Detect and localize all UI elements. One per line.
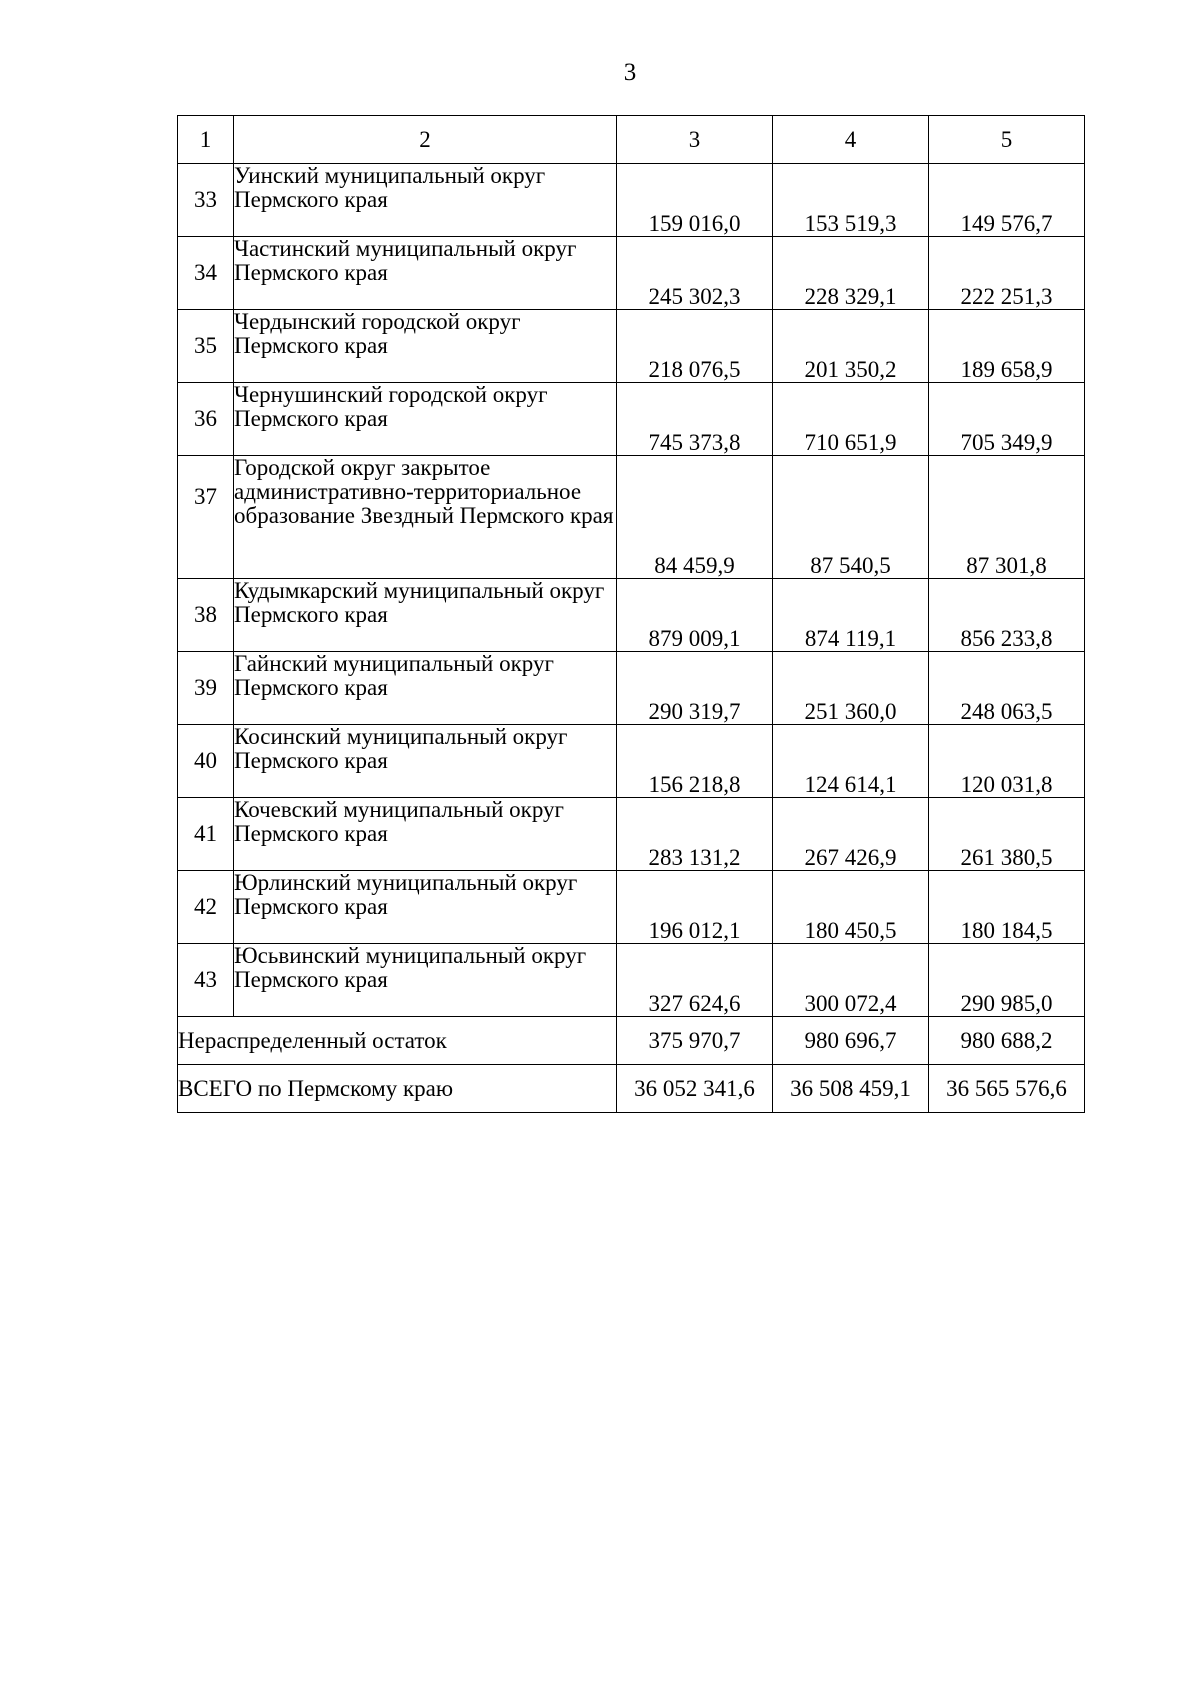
table-row	[178, 237, 1085, 310]
row-number: 37	[178, 456, 234, 579]
value-col-5: 149 576,7	[929, 164, 1085, 237]
value-col-3: 327 624,6	[617, 944, 773, 1017]
value-col-4: 228 329,1	[773, 237, 929, 310]
row-number: 43	[178, 944, 234, 1017]
row-number: 41	[178, 798, 234, 871]
column-header: 3	[617, 116, 773, 164]
table-row	[178, 944, 1085, 1017]
value-col-3: 745 373,8	[617, 383, 773, 456]
value-col-5: 87 301,8	[929, 456, 1085, 579]
value-col-4: 874 119,1	[773, 579, 929, 652]
table-row	[178, 164, 1085, 237]
municipality-name: Гайнский муниципальный округ Пермского края	[234, 652, 617, 725]
summary-value-col-4: 980 696,7	[773, 1017, 929, 1065]
table-row	[178, 383, 1085, 456]
unallocated-row	[178, 1017, 1085, 1065]
value-col-3: 196 012,1	[617, 871, 773, 944]
value-col-5: 705 349,9	[929, 383, 1085, 456]
summary-label: ВСЕГО по Пермскому краю	[178, 1065, 617, 1113]
value-col-5: 222 251,3	[929, 237, 1085, 310]
municipality-name: Юсьвинский муниципальный округ Пермского края	[234, 944, 617, 1017]
summary-value-col-3: 375 970,7	[617, 1017, 773, 1065]
value-col-4: 153 519,3	[773, 164, 929, 237]
summary-value-col-5: 980 688,2	[929, 1017, 1085, 1065]
table-row	[178, 725, 1085, 798]
table-row	[178, 652, 1085, 725]
value-col-4: 710 651,9	[773, 383, 929, 456]
value-col-4: 251 360,0	[773, 652, 929, 725]
table-row	[178, 456, 1085, 579]
row-number: 42	[178, 871, 234, 944]
row-number: 34	[178, 237, 234, 310]
column-header: 5	[929, 116, 1085, 164]
total-row	[178, 1065, 1085, 1113]
row-number: 39	[178, 652, 234, 725]
value-col-5: 248 063,5	[929, 652, 1085, 725]
value-col-5: 856 233,8	[929, 579, 1085, 652]
municipality-name: Уинский муниципальный округ Пермского края	[234, 164, 617, 237]
value-col-4: 180 450,5	[773, 871, 929, 944]
municipality-name: Косинский муниципальный округ Пермского края	[234, 725, 617, 798]
value-col-5: 189 658,9	[929, 310, 1085, 383]
value-col-3: 283 131,2	[617, 798, 773, 871]
municipality-name: Кудымкарский муниципальный округ Пермского края	[234, 579, 617, 652]
table-row	[178, 798, 1085, 871]
value-col-4: 267 426,9	[773, 798, 929, 871]
municipality-name: Частинский муниципальный округ Пермского края	[234, 237, 617, 310]
budget-table	[177, 115, 1085, 1113]
value-col-4: 300 072,4	[773, 944, 929, 1017]
table-header-row	[178, 116, 1085, 164]
page-number: 3	[623, 59, 637, 86]
column-header: 1	[178, 116, 234, 164]
municipality-name: Городской округ закрытое административно-территориальное образование Звездный Пермского края	[234, 456, 617, 579]
summary-label: Нераспределенный остаток	[178, 1017, 617, 1065]
value-col-3: 159 016,0	[617, 164, 773, 237]
summary-value-col-5: 36 565 576,6	[929, 1065, 1085, 1113]
row-number: 40	[178, 725, 234, 798]
summary-value-col-4: 36 508 459,1	[773, 1065, 929, 1113]
value-col-4: 87 540,5	[773, 456, 929, 579]
row-number: 33	[178, 164, 234, 237]
value-col-3: 879 009,1	[617, 579, 773, 652]
table-row	[178, 871, 1085, 944]
municipality-name: Чердынский городской округ Пермского края	[234, 310, 617, 383]
row-number: 38	[178, 579, 234, 652]
value-col-3: 218 076,5	[617, 310, 773, 383]
municipality-name: Чернушинский городской округ Пермского края	[234, 383, 617, 456]
table-row	[178, 579, 1085, 652]
municipality-name: Юрлинский муниципальный округ Пермского края	[234, 871, 617, 944]
table-row	[178, 310, 1085, 383]
value-col-5: 180 184,5	[929, 871, 1085, 944]
municipality-name: Кочевский муниципальный округ Пермского края	[234, 798, 617, 871]
row-number: 36	[178, 383, 234, 456]
value-col-3: 290 319,7	[617, 652, 773, 725]
column-header: 4	[773, 116, 929, 164]
value-col-4: 124 614,1	[773, 725, 929, 798]
column-header: 2	[234, 116, 617, 164]
value-col-5: 261 380,5	[929, 798, 1085, 871]
value-col-5: 120 031,8	[929, 725, 1085, 798]
value-col-3: 156 218,8	[617, 725, 773, 798]
value-col-5: 290 985,0	[929, 944, 1085, 1017]
value-col-4: 201 350,2	[773, 310, 929, 383]
value-col-3: 245 302,3	[617, 237, 773, 310]
value-col-3: 84 459,9	[617, 456, 773, 579]
row-number: 35	[178, 310, 234, 383]
summary-value-col-3: 36 052 341,6	[617, 1065, 773, 1113]
